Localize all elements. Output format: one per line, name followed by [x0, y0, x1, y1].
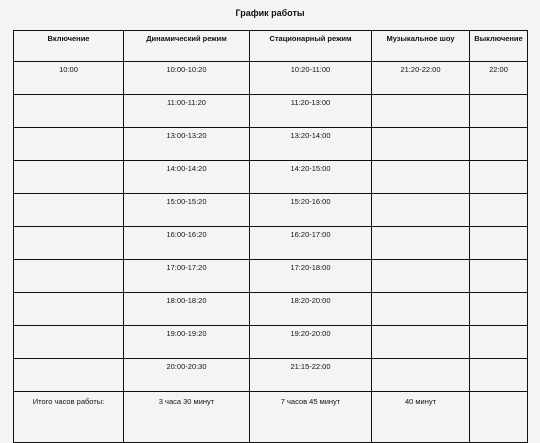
table-cell	[14, 194, 124, 227]
totals-label: Итого часов работы:	[14, 392, 124, 443]
table-cell: 19:20-20:00	[250, 326, 372, 359]
table-cell: 10:00	[14, 62, 124, 95]
header-cell-power-on: Включение	[14, 31, 124, 62]
table-cell	[372, 260, 470, 293]
table-header-row	[14, 31, 528, 62]
table-cell	[14, 95, 124, 128]
table-row	[14, 194, 528, 227]
table-cell	[470, 326, 528, 359]
table-cell	[14, 293, 124, 326]
table-cell	[470, 95, 528, 128]
totals-row	[14, 392, 528, 443]
table-cell: 18:20-20:00	[250, 293, 372, 326]
table-row	[14, 227, 528, 260]
table-row	[14, 62, 528, 95]
table-cell: 21:20-22:00	[372, 62, 470, 95]
table-cell	[470, 260, 528, 293]
table-cell: 10:00-10:20	[124, 62, 250, 95]
table-cell: 19:00-19:20	[124, 326, 250, 359]
table-cell: 10:20-11:00	[250, 62, 372, 95]
table-cell: 13:00-13:20	[124, 128, 250, 161]
totals-power-off	[470, 392, 528, 443]
table-cell	[372, 326, 470, 359]
table-cell: 11:20-13:00	[250, 95, 372, 128]
table-row	[14, 161, 528, 194]
table-row	[14, 293, 528, 326]
table-cell	[372, 194, 470, 227]
table-cell: 22:00	[470, 62, 528, 95]
totals-music-show: 40 минут	[372, 392, 470, 443]
table-cell	[14, 161, 124, 194]
table-cell	[372, 293, 470, 326]
table-row	[14, 128, 528, 161]
table-cell: 21:15-22:00	[250, 359, 372, 392]
table-cell	[372, 161, 470, 194]
table-cell	[470, 128, 528, 161]
table-cell	[470, 359, 528, 392]
table-row	[14, 359, 528, 392]
table-cell: 20:00-20:30	[124, 359, 250, 392]
table-cell: 15:20-16:00	[250, 194, 372, 227]
table-cell	[470, 161, 528, 194]
header-cell-power-off: Выключение	[470, 31, 528, 62]
totals-dynamic-mode: 3 часа 30 минут	[124, 392, 250, 443]
table-cell: 14:00-14:20	[124, 161, 250, 194]
table-cell: 13:20-14:00	[250, 128, 372, 161]
table-cell: 16:20-17:00	[250, 227, 372, 260]
table-cell	[14, 227, 124, 260]
table-cell	[470, 293, 528, 326]
table-cell: 15:00-15:20	[124, 194, 250, 227]
table-cell	[372, 95, 470, 128]
table-cell	[14, 128, 124, 161]
table-cell	[470, 194, 528, 227]
table-row	[14, 260, 528, 293]
header-cell-dynamic-mode: Динамический режим	[124, 31, 250, 62]
table-cell: 18:00-18:20	[124, 293, 250, 326]
table-row	[14, 326, 528, 359]
totals-stationary-mode: 7 часов 45 минут	[250, 392, 372, 443]
header-cell-music-show: Музыкальное шоу	[372, 31, 470, 62]
table-cell: 11:00-11:20	[124, 95, 250, 128]
table-cell: 14:20-15:00	[250, 161, 372, 194]
table-cell	[372, 359, 470, 392]
table-cell	[14, 260, 124, 293]
page-title: График работы	[235, 8, 305, 18]
header-cell-stationary-mode: Стационарный режим	[250, 31, 372, 62]
table-cell	[14, 326, 124, 359]
table-row	[14, 95, 528, 128]
table-cell: 17:20-18:00	[250, 260, 372, 293]
table-cell	[372, 227, 470, 260]
table-cell: 17:00-17:20	[124, 260, 250, 293]
table-cell	[14, 359, 124, 392]
table-cell	[470, 227, 528, 260]
table-cell	[372, 128, 470, 161]
schedule-table	[13, 30, 528, 443]
table-cell: 16:00-16:20	[124, 227, 250, 260]
